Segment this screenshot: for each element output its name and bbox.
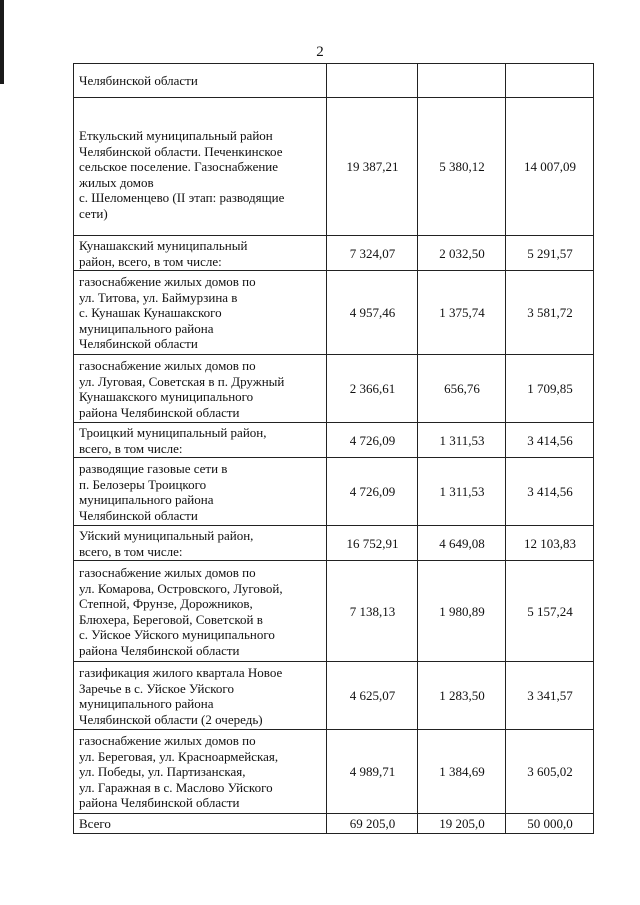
federal-share-cell [418,64,506,98]
total-cost-cell: 4 726,09 [327,458,418,526]
total-cost-cell: 16 752,91 [327,526,418,561]
total-cost-cell: 19 387,21 [327,98,418,236]
regional-share-cell: 3 414,56 [506,458,594,526]
table-row [74,561,594,662]
table-row [74,271,594,355]
federal-share-cell: 1 980,89 [418,561,506,662]
row-name-cell: Всего [74,814,327,834]
row-name-cell: газоснабжение жилых домов по ул. Луговая, Советская в п. Дружный Кунашакского муниципального района Челябинской области [74,355,327,423]
federal-share-cell: 4 649,08 [418,526,506,561]
regional-share-cell: 3 414,56 [506,423,594,458]
federal-share-cell: 19 205,0 [418,814,506,834]
regional-share-cell: 1 709,85 [506,355,594,423]
row-name-cell: Кунашакский муниципальный район, всего, в том числе: [74,236,327,271]
regional-share-cell: 50 000,0 [506,814,594,834]
row-name-cell: разводящие газовые сети в п. Белозеры Троицкого муниципального района Челябинской области [74,458,327,526]
row-name-cell: Уйский муниципальный район, всего, в том числе: [74,526,327,561]
row-name-cell: Троицкий муниципальный район, всего, в том числе: [74,423,327,458]
federal-share-cell: 656,76 [418,355,506,423]
table-body [74,64,594,834]
federal-share-cell: 1 384,69 [418,730,506,814]
federal-share-cell: 1 311,53 [418,423,506,458]
table-row [74,458,594,526]
regional-share-cell: 3 581,72 [506,271,594,355]
table-row [74,236,594,271]
federal-share-cell: 1 311,53 [418,458,506,526]
regional-share-cell: 5 157,24 [506,561,594,662]
table-row [74,98,594,236]
regional-share-cell: 3 605,02 [506,730,594,814]
table-row [74,662,594,730]
page-number: 2 [316,44,324,60]
total-cost-cell: 69 205,0 [327,814,418,834]
federal-share-cell: 1 375,74 [418,271,506,355]
regional-share-cell: 12 103,83 [506,526,594,561]
federal-share-cell: 1 283,50 [418,662,506,730]
total-cost-cell: 4 957,46 [327,271,418,355]
funding-table [73,63,594,834]
total-cost-cell: 4 989,71 [327,730,418,814]
total-cost-cell: 4 726,09 [327,423,418,458]
row-name-cell: газоснабжение жилых домов по ул. Титова, ул. Баймурзина в с. Кунашак Кунашакского муниципального района Челябинской области [74,271,327,355]
regional-share-cell [506,64,594,98]
row-name-cell: Еткульский муниципальный район Челябинской области. Печенкинское сельское поселение. Газоснабжение жилых домов с. Шеломенцево (II этап: разводящие сети) [74,98,327,236]
federal-share-cell: 2 032,50 [418,236,506,271]
table-row [74,64,594,98]
row-name-cell: газоснабжение жилых домов по ул. Комарова, Островского, Луговой, Степной, Фрунзе, Дорожников, Блюхера, Береговой, Советской в с. Уйское Уйского муниципального района Челябинской области [74,561,327,662]
regional-share-cell: 5 291,57 [506,236,594,271]
total-cost-cell: 2 366,61 [327,355,418,423]
table-row [74,526,594,561]
total-cost-cell: 7 324,07 [327,236,418,271]
row-name-cell: газоснабжение жилых домов по ул. Береговая, ул. Красноармейская, ул. Победы, ул. Партизанская, ул. Гаражная в с. Маслово Уйского района Челябинской области [74,730,327,814]
table-row [74,814,594,834]
table-row [74,730,594,814]
total-cost-cell [327,64,418,98]
total-cost-cell: 4 625,07 [327,662,418,730]
row-name-cell: Челябинской области [74,64,327,98]
table-row [74,355,594,423]
scan-edge-mark [0,0,4,84]
row-name-cell: газификация жилого квартала Новое Заречье в с. Уйское Уйского муниципального района Челябинской области (2 очередь) [74,662,327,730]
federal-share-cell: 5 380,12 [418,98,506,236]
regional-share-cell: 14 007,09 [506,98,594,236]
regional-share-cell: 3 341,57 [506,662,594,730]
total-cost-cell: 7 138,13 [327,561,418,662]
table-row [74,423,594,458]
